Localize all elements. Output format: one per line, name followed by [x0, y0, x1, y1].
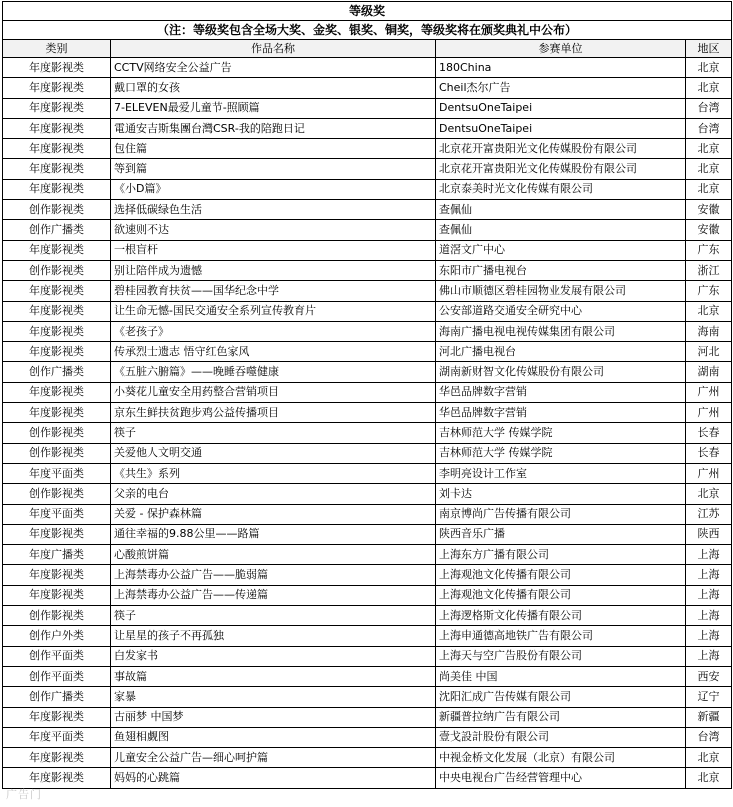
cell-category: 创作影视类	[3, 260, 111, 280]
cell-name: 碧桂园教育扶贫——国华纪念中学	[111, 281, 436, 301]
cell-region: 河北	[686, 342, 732, 362]
cell-region: 上海	[686, 626, 732, 646]
cell-region: 海南	[686, 321, 732, 341]
cell-unit: 北京花开富贵阳光文化传媒股份有限公司	[436, 139, 686, 159]
cell-region: 安徽	[686, 220, 732, 240]
table-row	[3, 484, 732, 504]
table-row	[3, 565, 732, 585]
cell-unit: Cheil杰尔广告	[436, 78, 686, 98]
cell-region: 北京	[686, 179, 732, 199]
cell-unit: 佛山市顺德区碧桂园物业发展有限公司	[436, 281, 686, 301]
cell-name: 儿童安全公益广告—细心呵护篇	[111, 748, 436, 768]
cell-category: 年度影视类	[3, 78, 111, 98]
cell-unit: DentsuOneTaipei	[436, 118, 686, 138]
cell-unit: 查佩仙	[436, 220, 686, 240]
header-unit: 参赛单位	[436, 40, 686, 58]
cell-name: 关爱他人文明交通	[111, 443, 436, 463]
cell-unit: 上海逻格斯文化传播有限公司	[436, 606, 686, 626]
table-row	[3, 240, 732, 260]
cell-region: 广东	[686, 240, 732, 260]
table-row	[3, 524, 732, 544]
cell-name: 通往幸福的9.88公里——路篇	[111, 524, 436, 544]
cell-unit: 吉林师范大学 传媒学院	[436, 443, 686, 463]
cell-region: 北京	[686, 58, 732, 78]
cell-unit: 查佩仙	[436, 200, 686, 220]
table-row	[3, 423, 732, 443]
cell-category: 年度影视类	[3, 748, 111, 768]
table-row	[3, 443, 732, 463]
cell-name: 关爱 - 保护森林篇	[111, 504, 436, 524]
header-region: 地区	[686, 40, 732, 58]
sheet-note: （注：等级奖包含全场大奖、金奖、银奖、铜奖，等级奖将在颁奖典礼中公布）	[3, 21, 732, 40]
cell-category: 年度影视类	[3, 98, 111, 118]
cell-name: 《老孩子》	[111, 321, 436, 341]
cell-unit: 公安部道路交通安全研究中心	[436, 301, 686, 321]
cell-region: 台湾	[686, 118, 732, 138]
cell-category: 年度影视类	[3, 565, 111, 585]
header-name: 作品名称	[111, 40, 436, 58]
cell-name: 小葵花儿童安全用药整合营销项目	[111, 382, 436, 402]
award-sheet	[2, 1, 731, 789]
cell-region: 新疆	[686, 707, 732, 727]
cell-category: 年度影视类	[3, 301, 111, 321]
cell-unit: 李明亮设计工作室	[436, 463, 686, 483]
cell-name: 包住篇	[111, 139, 436, 159]
cell-name: 让星星的孩子不再孤独	[111, 626, 436, 646]
table-row	[3, 281, 732, 301]
cell-name: 传承烈士遗志 悟守红色家风	[111, 342, 436, 362]
cell-category: 年度影视类	[3, 139, 111, 159]
table-row	[3, 646, 732, 666]
cell-region: 长春	[686, 443, 732, 463]
cell-category: 年度广播类	[3, 545, 111, 565]
cell-region: 长春	[686, 423, 732, 443]
table-body	[3, 58, 732, 789]
cell-region: 江苏	[686, 504, 732, 524]
cell-region: 广州	[686, 403, 732, 423]
cell-name: 妈妈的心跳篇	[111, 768, 436, 788]
cell-region: 西安	[686, 666, 732, 686]
cell-region: 上海	[686, 585, 732, 605]
cell-name: 上海禁毒办公益广告——传递篇	[111, 585, 436, 605]
cell-name: 等到篇	[111, 159, 436, 179]
table-row	[3, 707, 732, 727]
cell-region: 上海	[686, 545, 732, 565]
table-row	[3, 768, 732, 788]
cell-name: 京东生鲜扶贫跑步鸡公益传播项目	[111, 403, 436, 423]
cell-unit: 上海申通德高地铁广告有限公司	[436, 626, 686, 646]
cell-unit: 上海天与空广告股份有限公司	[436, 646, 686, 666]
table-row	[3, 98, 732, 118]
cell-unit: 华邑品牌数字营销	[436, 382, 686, 402]
cell-region: 辽宁	[686, 687, 732, 707]
table-row	[3, 139, 732, 159]
table-row	[3, 666, 732, 686]
cell-unit: 北京花开富贵阳光文化传媒股份有限公司	[436, 159, 686, 179]
table-row	[3, 463, 732, 483]
cell-region: 广州	[686, 463, 732, 483]
table-row	[3, 606, 732, 626]
cell-name: 一根盲杆	[111, 240, 436, 260]
cell-category: 年度平面类	[3, 463, 111, 483]
cell-name: 鱼翅相觑图	[111, 727, 436, 747]
cell-category: 年度影视类	[3, 159, 111, 179]
cell-region: 湖南	[686, 362, 732, 382]
table-row	[3, 626, 732, 646]
cell-name: 7-ELEVEN最爱儿童节-照顾篇	[111, 98, 436, 118]
cell-category: 创作影视类	[3, 443, 111, 463]
cell-unit: 东阳市广播电视台	[436, 260, 686, 280]
cell-category: 年度影视类	[3, 240, 111, 260]
cell-category: 年度影视类	[3, 281, 111, 301]
cell-region: 上海	[686, 606, 732, 626]
cell-name: 事故篇	[111, 666, 436, 686]
cell-category: 年度影视类	[3, 524, 111, 544]
cell-category: 创作户外类	[3, 626, 111, 646]
cell-category: 创作影视类	[3, 606, 111, 626]
cell-unit: DentsuOneTaipei	[436, 98, 686, 118]
cell-category: 年度影视类	[3, 585, 111, 605]
cell-name: 让生命无憾-国民交通安全系列宣传教育片	[111, 301, 436, 321]
cell-unit: 刘卡达	[436, 484, 686, 504]
cell-name: 筷子	[111, 423, 436, 443]
table-row	[3, 545, 732, 565]
cell-name: 心酸煎饼篇	[111, 545, 436, 565]
cell-name: 上海禁毒办公益广告——脆弱篇	[111, 565, 436, 585]
header-category: 类别	[3, 40, 111, 58]
cell-region: 上海	[686, 565, 732, 585]
table-row	[3, 118, 732, 138]
cell-name: 别让陪伴成为遗憾	[111, 260, 436, 280]
table-row	[3, 159, 732, 179]
cell-region: 北京	[686, 78, 732, 98]
cell-category: 年度影视类	[3, 382, 111, 402]
cell-region: 北京	[686, 484, 732, 504]
cell-name: 家暴	[111, 687, 436, 707]
cell-category: 年度影视类	[3, 321, 111, 341]
cell-name: 筷子	[111, 606, 436, 626]
sheet-title: 等级奖	[3, 2, 732, 21]
cell-name: 《共生》系列	[111, 463, 436, 483]
cell-region: 北京	[686, 748, 732, 768]
cell-unit: 尚美佳 中国	[436, 666, 686, 686]
cell-name: 戴口罩的女孩	[111, 78, 436, 98]
cell-category: 年度影视类	[3, 179, 111, 199]
cell-category: 年度影视类	[3, 768, 111, 788]
cell-name: 父亲的电台	[111, 484, 436, 504]
cell-category: 年度影视类	[3, 342, 111, 362]
cell-name: 选择低碳绿色生活	[111, 200, 436, 220]
cell-unit: 北京泰美时光文化传媒有限公司	[436, 179, 686, 199]
cell-unit: 华邑品牌数字营销	[436, 403, 686, 423]
cell-unit: 壹戈設計股份有限公司	[436, 727, 686, 747]
cell-name: CCTV网络安全公益广告	[111, 58, 436, 78]
cell-category: 创作平面类	[3, 646, 111, 666]
cell-region: 台湾	[686, 98, 732, 118]
cell-unit: 新疆普拉纳广告有限公司	[436, 707, 686, 727]
cell-unit: 吉林师范大学 传媒学院	[436, 423, 686, 443]
cell-unit: 上海东方广播有限公司	[436, 545, 686, 565]
cell-unit: 上海观池文化传播有限公司	[436, 585, 686, 605]
cell-category: 创作影视类	[3, 200, 111, 220]
cell-region: 北京	[686, 301, 732, 321]
cell-category: 年度平面类	[3, 727, 111, 747]
cell-name: 古丽梦 中国梦	[111, 707, 436, 727]
table-row	[3, 58, 732, 78]
cell-region: 北京	[686, 139, 732, 159]
cell-unit: 中央电视台广告经营管理中心	[436, 768, 686, 788]
cell-name: 電通安吉斯集團台灣CSR-我的陪跑日记	[111, 118, 436, 138]
cell-category: 年度影视类	[3, 58, 111, 78]
cell-name: 白发家书	[111, 646, 436, 666]
table-row	[3, 342, 732, 362]
table-row	[3, 727, 732, 747]
table-row	[3, 585, 732, 605]
cell-name: 欲速则不达	[111, 220, 436, 240]
table-row	[3, 179, 732, 199]
cell-region: 广州	[686, 382, 732, 402]
table-row	[3, 301, 732, 321]
cell-unit: 海南广播电视电视传媒集团有限公司	[436, 321, 686, 341]
cell-name: 《小D篇》	[111, 179, 436, 199]
table-row	[3, 200, 732, 220]
table-row	[3, 748, 732, 768]
cell-category: 年度影视类	[3, 707, 111, 727]
cell-category: 年度影视类	[3, 403, 111, 423]
table-row	[3, 321, 732, 341]
cell-category: 创作影视类	[3, 423, 111, 443]
table-row	[3, 220, 732, 240]
cell-unit: 陕西音乐广播	[436, 524, 686, 544]
cell-category: 创作平面类	[3, 666, 111, 686]
cell-unit: 沈阳汇成广告传媒有限公司	[436, 687, 686, 707]
cell-region: 浙江	[686, 260, 732, 280]
table-row	[3, 362, 732, 382]
cell-category: 年度影视类	[3, 118, 111, 138]
watermark-text: 广告门	[6, 788, 42, 801]
cell-unit: 湖南新财智文化传媒股份有限公司	[436, 362, 686, 382]
cell-region: 北京	[686, 768, 732, 788]
table-row	[3, 504, 732, 524]
award-table	[2, 1, 732, 789]
cell-region: 陕西	[686, 524, 732, 544]
cell-region: 上海	[686, 646, 732, 666]
cell-unit: 中视金桥文化发展（北京）有限公司	[436, 748, 686, 768]
table-row	[3, 687, 732, 707]
cell-unit: 道滘文广中心	[436, 240, 686, 260]
cell-name: 《五脏六腑篇》——晚睡吞噬健康	[111, 362, 436, 382]
cell-unit: 河北广播电视台	[436, 342, 686, 362]
cell-unit: 上海观池文化传播有限公司	[436, 565, 686, 585]
cell-unit: 180China	[436, 58, 686, 78]
table-row	[3, 403, 732, 423]
table-row	[3, 260, 732, 280]
cell-category: 创作影视类	[3, 484, 111, 504]
cell-category: 创作广播类	[3, 220, 111, 240]
cell-region: 广东	[686, 281, 732, 301]
cell-unit: 南京博尚广告传播有限公司	[436, 504, 686, 524]
table-row	[3, 78, 732, 98]
table-row	[3, 382, 732, 402]
cell-region: 北京	[686, 159, 732, 179]
cell-category: 创作广播类	[3, 362, 111, 382]
cell-region: 安徽	[686, 200, 732, 220]
cell-region: 台湾	[686, 727, 732, 747]
cell-category: 创作广播类	[3, 687, 111, 707]
cell-category: 年度平面类	[3, 504, 111, 524]
